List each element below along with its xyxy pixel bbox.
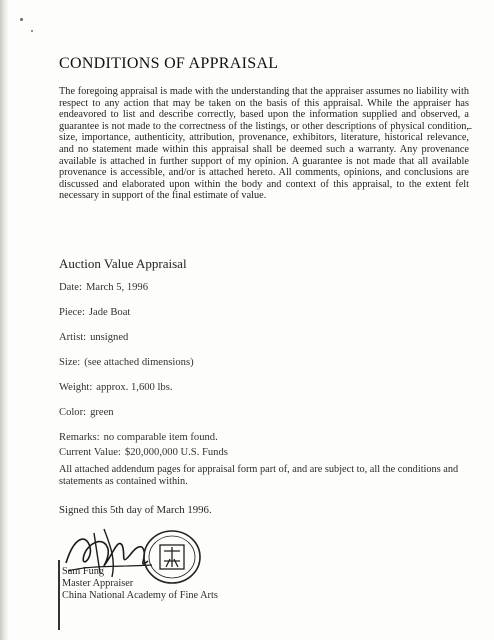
field-color: [59, 407, 114, 418]
field-label: Color:: [59, 407, 87, 418]
scan-speck: [31, 30, 33, 32]
field-value: Jade Boat: [88, 307, 131, 318]
field-artist: [59, 332, 128, 343]
signer-name: Sam Fung: [62, 566, 105, 577]
field-value: $20,000,000 U.S. Funds: [124, 447, 228, 458]
signed-date-line: Signed this 5th day of March 1996.: [59, 504, 212, 516]
field-value: unsigned: [90, 332, 129, 343]
signer-role: Master Appraiser: [62, 578, 134, 589]
field-value: (see attached dimensions): [84, 357, 194, 368]
field-weight: [59, 382, 173, 393]
signature-bracket-line: [58, 560, 60, 630]
field-current-value: [59, 447, 228, 458]
field-value: March 5, 1996: [85, 282, 149, 293]
field-value: green: [90, 407, 114, 418]
document-title: CONDITIONS OF APPRAISAL: [59, 55, 279, 72]
addendum-note: All attached addendum pages for appraisal form part of, and are subject to, all the conditions and statements as contained within.: [59, 464, 459, 487]
field-value: approx. 1,600 lbs.: [96, 382, 173, 393]
field-label: Weight:: [59, 382, 93, 393]
field-label: Current Value:: [59, 447, 121, 458]
field-label: Size:: [59, 357, 81, 368]
field-label: Artist:: [59, 332, 87, 343]
signer-institution: China National Academy of Fine Arts: [62, 590, 218, 601]
official-seal-stamp: [140, 525, 210, 595]
field-label: Date:: [59, 282, 82, 293]
field-value: no comparable item found.: [103, 432, 218, 443]
field-piece: [59, 307, 130, 318]
field-date: [59, 282, 148, 293]
scan-edge-shadow: [0, 0, 9, 640]
field-label: Piece:: [59, 307, 85, 318]
section-title: Auction Value Appraisal: [59, 256, 187, 271]
scan-speck: [20, 18, 23, 21]
conditions-paragraph: The foregoing appraisal is made with the understanding that the appraiser assumes no liability with respect to any action that may be taken on the basis of this appraisal. While the appraiser has endeavored to list and describe correctly, based upon the information supplied and observed, a guarantee is not made to the correctness of the listings, or other descriptions of physical condition, size, importance, authenticity, attribution, provenance, exhibitors, literature, historical relevance, and no statement made within this appraisal shall be deemed such a warranty. Any provenance available is attached in further support of my opinion. A guarantee is not made that all available provenance is accessible, and/or is attached hereto. All comments, opinions, and conclusions are discussed and elaborated upon within the body and context of this appraisal, to the extent felt necessary in support of the final estimate of value.: [59, 86, 469, 202]
field-size: [59, 357, 194, 368]
field-remarks: [59, 432, 218, 443]
field-label: Remarks:: [59, 432, 100, 443]
